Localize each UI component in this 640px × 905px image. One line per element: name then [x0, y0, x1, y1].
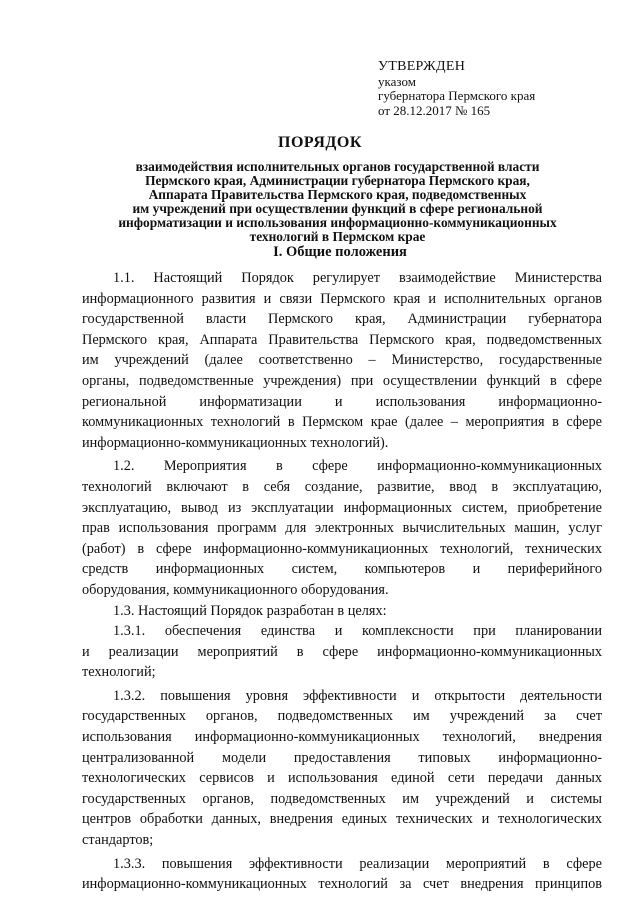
- text-line: 1.3.1. обеспечения единства и комплексности при планировании: [113, 623, 602, 640]
- text-line: Пермского края, Аппарата Правительства Пермского края, подведомственных: [82, 331, 602, 348]
- text-line: коммуникационных технологий в Пермском крае (далее – мероприятия в сфере: [82, 414, 602, 431]
- subtitle-line: технологий в Пермском крае: [249, 229, 426, 244]
- text-line: им учреждений (далее соответственно – Министерство, государственные: [82, 352, 602, 369]
- text-line: информационного развития и связи Пермского края и исполнительных органов: [82, 290, 602, 307]
- text-line: 1.1. Настоящий Порядок регулирует взаимодействие Министерства: [113, 270, 602, 286]
- text-line: центров обработки данных, внедрения единых технических и технологических: [82, 811, 602, 828]
- approval-line: указом: [378, 73, 416, 89]
- approval-line: губернатора Пермского края: [378, 88, 536, 103]
- text-line: 1.2. Мероприятия в сфере информационно-коммуникационных: [113, 458, 602, 475]
- text-line: органы, подведомственные учреждения) при осуществлении функций в сфере: [82, 372, 602, 389]
- text-line: региональной информатизации и использования информационно-: [82, 393, 602, 410]
- text-line: технологических сервисов и использования единой сети передачи данных: [82, 770, 602, 787]
- subtitle-line: информатизации и использования информационно-коммуникационных: [118, 215, 557, 230]
- text-line: информационно-коммуникационных технологий).: [82, 434, 389, 451]
- paragraph-1-3-3: [82, 854, 602, 895]
- paragraph-1-2: [82, 456, 602, 600]
- paragraph-1-3-2: [82, 686, 602, 851]
- text-line: технологий;: [82, 664, 156, 681]
- approval-date-line: от 28.12.2017 № 165: [378, 102, 491, 118]
- text-line: 1.3. Настоящий Порядок разработан в целях:: [113, 602, 387, 619]
- subtitle-line: им учреждений при осуществлении функций в сфере региональной: [132, 201, 543, 216]
- paragraph-1-3: [82, 601, 602, 622]
- text-line: технологий включают в себя создание, развитие, ввод в эксплуатацию,: [82, 478, 602, 495]
- text-line: прав использования программ для электронных вычислительных машин, услуг: [82, 520, 602, 537]
- text-line: централизованной модели предоставления типовых информационно-: [82, 749, 602, 766]
- approval-stamp: [378, 60, 618, 118]
- text-line: 1.3.2. повышения уровня эффективности и открытости деятельности: [113, 687, 602, 704]
- text-line: оборудования, коммуникационного оборудования.: [82, 581, 389, 598]
- subtitle-line: Пермского края, Администрации губернатора Пермского края,: [145, 173, 530, 188]
- text-line: государственных органов, подведомственных им учреждений и системы: [82, 790, 602, 807]
- text-line: стандартов;: [82, 832, 154, 849]
- text-line: средств информационных систем, компьютеров и периферийного: [82, 561, 602, 578]
- text-line: 1.3.3. повышения эффективности реализации мероприятий в сфере: [113, 855, 602, 872]
- text-line: использования информационно-коммуникационных технологий, внедрения: [82, 729, 602, 746]
- document-body: [82, 268, 602, 895]
- text-line: государственной власти Пермского края, Администрации губернатора: [82, 311, 602, 328]
- subtitle-line: Аппарата Правительства Пермского края, подведомственных: [148, 187, 527, 202]
- document-subtitle: [90, 160, 585, 244]
- paragraph-1-1: [82, 268, 602, 453]
- text-line: и реализации мероприятий в сфере информационно-коммуникационных: [82, 643, 602, 660]
- text-line: государственных органов, подведомственных им учреждений за счет: [82, 708, 602, 725]
- document-title: ПОРЯДОК: [278, 134, 362, 151]
- text-line: эксплуатацию, вывод из эксплуатации информационных систем, приобретение: [82, 499, 602, 516]
- paragraph-1-3-1: [82, 621, 602, 683]
- approval-heading: УТВЕРЖДЕН: [378, 59, 466, 74]
- text-line: информационно-коммуникационных технологий за счет внедрения принципов: [82, 876, 602, 893]
- text-line: (работ) в сфере информационно-коммуникационных технологий, технических: [82, 540, 602, 557]
- subtitle-line: взаимодействия исполнительных органов государственной власти: [135, 159, 540, 174]
- section-heading: I. Общие положения: [273, 244, 407, 260]
